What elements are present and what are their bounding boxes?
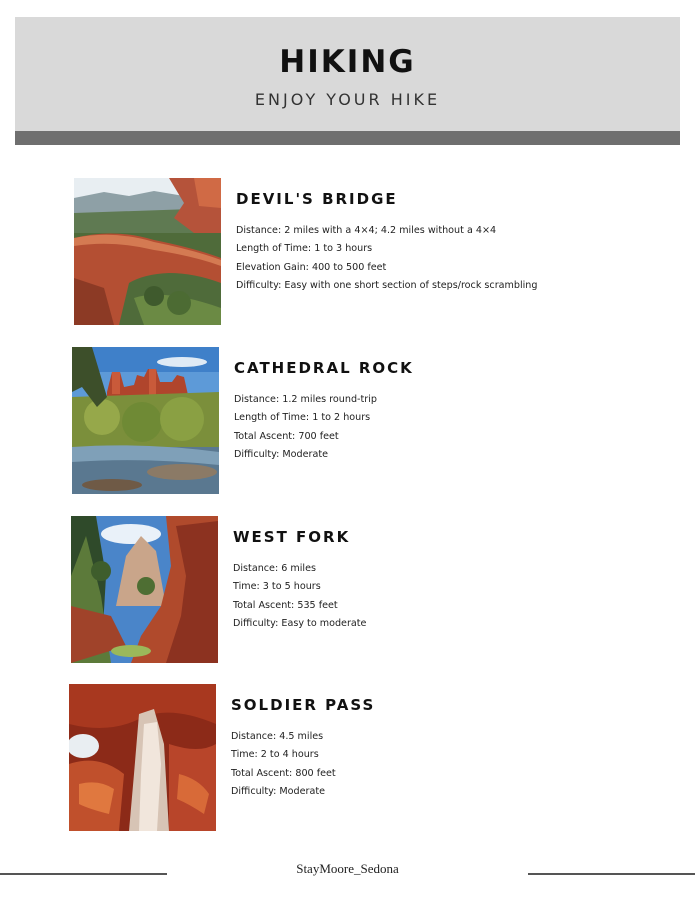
distance-label: Distance: [231, 731, 277, 742]
hike-details [233, 560, 366, 633]
difficulty-label: Difficulty: [236, 279, 282, 291]
elevation-label: Elevation Gain: [236, 261, 309, 273]
difficulty-value: Moderate [282, 448, 329, 460]
cathedral-rock-photo [72, 347, 219, 494]
ascent-row [233, 597, 366, 615]
hike-details [236, 222, 537, 295]
hike-name: SOLDIER PASS [231, 696, 376, 714]
header-divider-bar [15, 131, 680, 145]
distance-value: 6 miles [281, 563, 316, 574]
distance-label: Distance: [236, 225, 282, 236]
devils-bridge-photo [74, 178, 221, 325]
hike-details [234, 391, 377, 464]
page-title: HIKING [279, 44, 416, 80]
soldier-pass-photo [69, 684, 216, 831]
ascent-label: Total Ascent: [233, 599, 295, 611]
difficulty-label: Difficulty: [234, 448, 280, 460]
distance-row [234, 391, 377, 409]
ascent-value: 535 feet [297, 599, 338, 611]
time-row [233, 578, 366, 596]
time-row [231, 746, 336, 764]
time-label: Time: [233, 581, 260, 593]
time-value: 1 to 2 hours [312, 412, 371, 424]
time-label: Length of Time: [236, 243, 312, 255]
difficulty-row [234, 446, 377, 464]
west-fork-photo [71, 516, 218, 663]
distance-value: 1.2 miles round-trip [282, 394, 377, 405]
difficulty-row [233, 615, 366, 633]
ascent-value: 800 feet [295, 767, 336, 779]
time-label: Length of Time: [234, 412, 310, 424]
difficulty-row [236, 277, 537, 295]
ascent-label: Total Ascent: [234, 430, 296, 442]
distance-label: Distance: [234, 394, 280, 405]
ascent-value: 700 feet [298, 430, 339, 442]
time-value: 3 to 5 hours [262, 581, 321, 593]
elevation-value: 400 to 500 feet [311, 261, 387, 273]
hike-name: DEVIL'S BRIDGE [236, 190, 398, 208]
difficulty-value: Easy to moderate [281, 617, 367, 629]
footer-credit: StayMoore_Sedona [296, 861, 399, 876]
difficulty-value: Moderate [279, 785, 326, 797]
ascent-row [231, 765, 336, 783]
hike-name: CATHEDRAL ROCK [234, 359, 414, 377]
difficulty-row [231, 783, 336, 801]
difficulty-label: Difficulty: [231, 785, 277, 797]
footer-divider-right [528, 873, 695, 875]
hike-name: WEST FORK [233, 528, 351, 546]
distance-value: 2 miles with a 4×4; 4.2 miles without a 4×4 [284, 225, 497, 236]
time-value: 1 to 3 hours [314, 243, 373, 255]
difficulty-label: Difficulty: [233, 617, 279, 629]
header-banner [15, 17, 680, 131]
page-subtitle: ENJOY YOUR HIKE [254, 90, 441, 109]
hike-details [231, 728, 336, 801]
time-row [234, 409, 377, 427]
distance-row [236, 222, 537, 240]
distance-row [231, 728, 336, 746]
distance-value: 4.5 miles [279, 731, 324, 742]
difficulty-value: Easy with one short section of steps/rock scrambling [284, 279, 538, 291]
time-label: Time: [231, 749, 258, 761]
ascent-label: Total Ascent: [231, 767, 293, 779]
time-value: 2 to 4 hours [260, 749, 319, 761]
ascent-row [234, 428, 377, 446]
elevation-row [236, 259, 537, 277]
time-row [236, 240, 537, 258]
distance-label: Distance: [233, 563, 279, 574]
distance-row [233, 560, 366, 578]
